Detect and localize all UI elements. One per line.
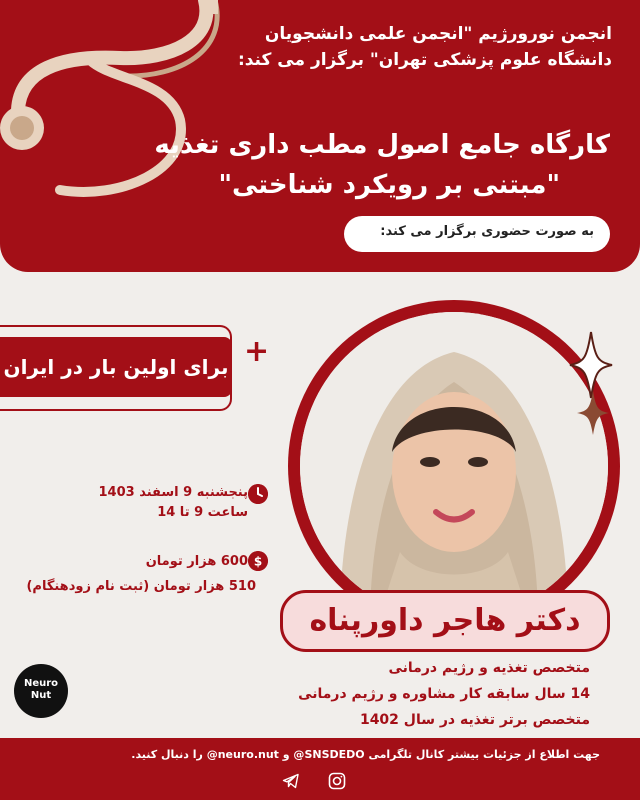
workshop-title-line-2: "مبتنی بر رویکرد شناختی" <box>218 170 560 200</box>
early-price: 510 هزار تومان (ثبت نام زودهنگام) <box>26 579 256 594</box>
event-date: پنجشنبه 9 اسفند 1403 <box>98 485 248 500</box>
format-badge: به صورت حضوری برگزار می کند: <box>344 216 610 252</box>
event-time: ساعت 9 تا 14 <box>157 505 248 520</box>
speaker-photo-illustration <box>300 312 608 620</box>
clock-icon <box>248 484 268 504</box>
telegram-icon[interactable] <box>282 772 300 790</box>
organizer-line-2: دانشگاه علوم پزشکی تهران" برگزار می کند: <box>237 50 612 70</box>
instagram-icon[interactable] <box>328 772 346 790</box>
credential-award: متخصص برتر تغذیه در سال 1402 <box>359 712 590 728</box>
svg-text:$: $ <box>253 554 263 569</box>
speaker-name: دکتر هاجر داورپناه <box>280 590 610 652</box>
logo-line-1: Neuro <box>23 678 59 689</box>
sparkle-icon <box>576 390 610 436</box>
credential-specialty: متخصص تغذیه و رژیم درمانی <box>388 660 590 676</box>
credential-experience: 14 سال سابقه کار مشاوره و رژیم درمانی <box>298 686 590 702</box>
money-bag-icon <box>248 551 268 571</box>
workshop-title-line-1: کارگاه جامع اصول مطب داری تغذیه <box>154 130 610 160</box>
first-time-label: برای اولین بار در ایران <box>0 337 232 397</box>
event-price: 600 هزار تومان <box>145 554 248 569</box>
footer-text: جهت اطلاع از جزئیات بیشتر کانال تلگرامی SNSDEDO@ و neuro.nut@ را دنبال کنید. <box>131 748 600 761</box>
speaker-portrait <box>300 312 608 620</box>
neuro-nut-logo <box>14 664 68 718</box>
plus-icon: + <box>244 334 270 369</box>
logo-line-2: Nut <box>30 690 52 701</box>
organizer-line-1: انجمن نورورژیم "انجمن علمی دانشجویان <box>264 24 612 44</box>
